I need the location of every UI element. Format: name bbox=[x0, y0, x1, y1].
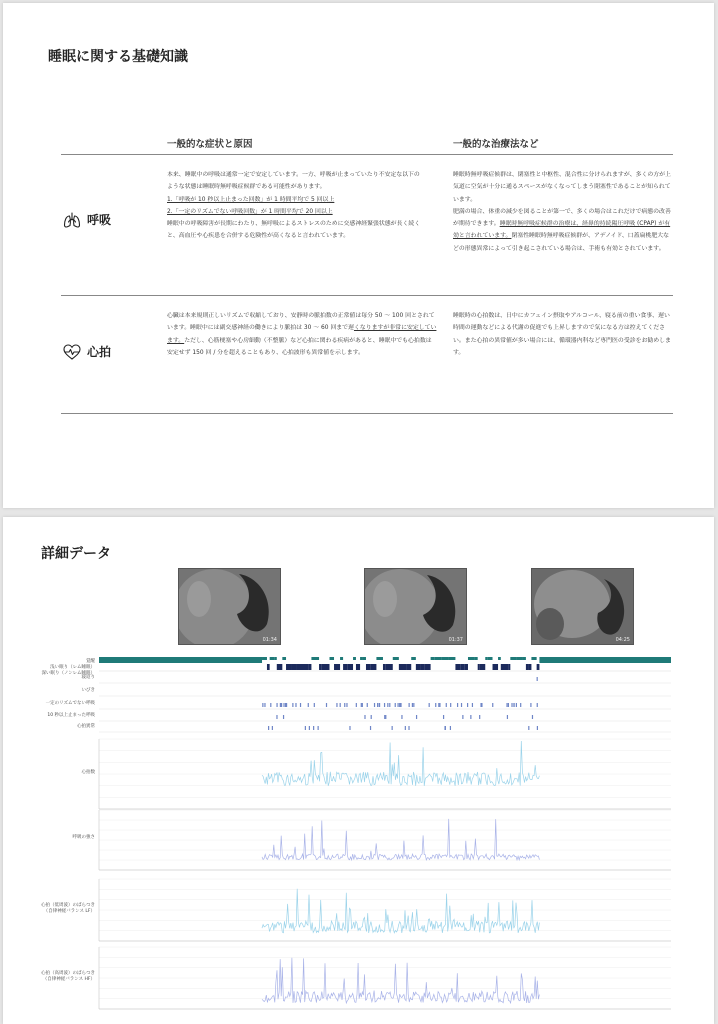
sleep-stage-segment bbox=[311, 657, 319, 660]
paragraph: 睡眠時の心拍数は、日中にカフェイン摂取やアルコール、寝る前の重い食事、遅い時間の運動などによる代謝の促進でも上昇しますので気になる方は控えてください。また心拍の異常値が多い場合には、循環器内科など専門医の受診をお勧めします。 bbox=[453, 313, 671, 356]
event-mark bbox=[356, 703, 357, 707]
timestamp: 04:25 bbox=[615, 637, 630, 643]
event-mark bbox=[385, 715, 386, 719]
track-label-turn: 寝返り bbox=[81, 675, 95, 680]
label-line: 深い眠り（ノンレム睡眠） bbox=[41, 671, 95, 676]
event-mark bbox=[450, 703, 451, 707]
event-mark bbox=[384, 715, 385, 719]
row-label-text: 呼吸 bbox=[87, 213, 112, 227]
sleep-stage-segment bbox=[270, 657, 275, 660]
track-label-hr-abnormal: 心拍異常 bbox=[77, 724, 95, 729]
event-mark bbox=[326, 703, 327, 707]
sleep-stage-segment bbox=[356, 664, 360, 670]
sleep-stage-segment bbox=[517, 657, 523, 660]
event-mark bbox=[472, 703, 473, 707]
sleep-stage-segment bbox=[366, 664, 371, 670]
sleep-stage-segment bbox=[322, 664, 330, 670]
event-mark bbox=[443, 715, 444, 719]
criteria-item: 2.「一定のリズムでない呼吸回数」が 1 時間平均で 20 回以上 bbox=[167, 208, 333, 215]
paragraph: 本来、睡眠中の呼吸は通常一定で安定しています。一方、呼吸が止まっていたり不安定な以下のような状態は睡眠時無呼吸症候群である可能性があります。 bbox=[167, 172, 420, 191]
column-header-treatment: 一般的な治療法など bbox=[453, 139, 539, 150]
event-mark bbox=[392, 726, 393, 730]
sleep-stage-segment bbox=[493, 664, 499, 670]
event-mark bbox=[450, 726, 451, 730]
row-label-heart bbox=[63, 343, 111, 360]
event-mark bbox=[457, 703, 458, 707]
event-mark bbox=[292, 703, 293, 707]
text-span: ただし、心筋梗塞や心房細動（不整脈）など心拍に関わる疾病があると、睡眠中でも心拍数は安定せず 150 回 / 分を超えることもあり、心拍波形も異常値を示します。 bbox=[167, 337, 432, 356]
event-mark bbox=[537, 703, 538, 707]
event-mark bbox=[340, 703, 341, 707]
event-mark bbox=[444, 726, 445, 730]
sleep-stage-segment bbox=[348, 664, 353, 670]
event-mark bbox=[283, 703, 284, 707]
sleep-stage-segment bbox=[308, 664, 311, 670]
event-mark bbox=[446, 703, 447, 707]
sleep-stage-segment bbox=[376, 657, 383, 660]
text-span: 閉塞性睡眠時無呼吸症候群が、アデノイド、口蓋扁桃肥大などの形態異常によって引き起こされている場合は、手術も有効とされています。 bbox=[453, 233, 670, 252]
event-mark bbox=[361, 703, 362, 707]
event-mark bbox=[508, 703, 509, 707]
sleep-stage-segment bbox=[510, 657, 516, 660]
sleep-stage-segment bbox=[282, 657, 286, 660]
row-label-text: 心拍 bbox=[87, 345, 112, 359]
sleep-stage-segment bbox=[488, 657, 493, 660]
sleep-stage-segment bbox=[407, 664, 412, 670]
text-span: くなりますが非常に安定しています。 bbox=[167, 325, 437, 344]
sleep-stage-segment bbox=[485, 657, 488, 660]
lungs-icon bbox=[63, 212, 81, 228]
track-label-irregular-breath: 一定のリズムでない呼吸 bbox=[45, 701, 95, 706]
event-mark bbox=[272, 726, 273, 730]
sleep-stage-segment bbox=[416, 664, 421, 670]
sleep-stage-segment bbox=[319, 664, 322, 670]
event-mark bbox=[276, 703, 277, 707]
label-line: （自律神経バランス HF） bbox=[42, 977, 95, 982]
event-mark bbox=[264, 703, 265, 707]
breathing-symptoms bbox=[167, 169, 422, 243]
sleep-stage-segment bbox=[537, 664, 540, 670]
label-line: 覚醒 bbox=[86, 659, 95, 664]
sleep-stage-segment bbox=[480, 664, 486, 670]
sleep-stage-segment bbox=[465, 664, 468, 670]
sleep-stage-segment bbox=[286, 664, 292, 670]
event-mark bbox=[270, 703, 271, 707]
event-mark bbox=[309, 726, 310, 730]
heart-symptoms bbox=[167, 310, 437, 359]
event-mark bbox=[362, 703, 363, 707]
event-mark bbox=[387, 703, 388, 707]
sleep-stage-segment bbox=[529, 664, 531, 670]
event-mark bbox=[370, 726, 371, 730]
sleep-stage-segment bbox=[461, 664, 465, 670]
label-line: 心拍（低周波）のばらつき bbox=[41, 903, 95, 908]
label-line: （自律神経バランス LF） bbox=[43, 909, 95, 914]
data-line bbox=[262, 741, 539, 786]
event-mark bbox=[537, 726, 538, 730]
event-mark bbox=[349, 726, 350, 730]
text-span: 肥満の場合、体重の減少を図ることが第一で、多くの場合はこれだけで病態の改善が期待できます。 bbox=[453, 208, 671, 228]
sleep-stage-segment bbox=[371, 664, 377, 670]
divider bbox=[61, 413, 673, 414]
event-mark bbox=[314, 703, 315, 707]
divider bbox=[61, 295, 673, 296]
track-label-snore: いびき bbox=[81, 688, 95, 693]
sleep-stage-segment bbox=[343, 664, 348, 670]
sleep-stage-segment bbox=[449, 657, 455, 660]
label-line: 浅い眠り（レム睡眠） bbox=[50, 665, 95, 670]
sleep-stage-segment bbox=[539, 657, 671, 663]
sleep-stage-segment bbox=[411, 657, 416, 660]
event-mark bbox=[537, 677, 538, 681]
page-title: 睡眠に関する基礎知識 bbox=[48, 49, 188, 65]
chart-label-breath-depth: 呼吸の強さ bbox=[72, 835, 95, 840]
sleep-stage-segment bbox=[531, 657, 536, 660]
event-mark bbox=[439, 703, 440, 707]
sleep-stage-segment bbox=[501, 664, 508, 670]
sleep-stage-segment bbox=[386, 664, 391, 670]
sleep-stage-segment bbox=[526, 664, 529, 670]
event-mark bbox=[308, 703, 309, 707]
event-mark bbox=[384, 703, 385, 707]
event-mark bbox=[367, 703, 368, 707]
event-mark bbox=[397, 703, 398, 707]
event-mark bbox=[346, 703, 347, 707]
timestamp: 01:34 bbox=[262, 637, 277, 643]
data-line bbox=[262, 958, 539, 1003]
event-mark bbox=[462, 715, 463, 719]
sleep-stage-segment bbox=[340, 657, 343, 660]
detail-data-page bbox=[3, 517, 714, 1024]
event-mark bbox=[285, 703, 286, 707]
event-mark bbox=[479, 715, 480, 719]
event-mark bbox=[511, 703, 512, 707]
sleep-stage-segment bbox=[297, 664, 303, 670]
sleep-stage-segment bbox=[353, 657, 356, 660]
page-title: 詳細データ bbox=[41, 546, 111, 562]
event-mark bbox=[530, 703, 531, 707]
sleep-stage-segment bbox=[498, 657, 501, 660]
sleep-stage-segment bbox=[399, 664, 407, 670]
event-mark bbox=[300, 703, 301, 707]
sleep-stage-segment bbox=[431, 657, 435, 660]
sleep-stage-segment bbox=[383, 664, 386, 670]
event-mark bbox=[409, 703, 410, 707]
event-mark bbox=[389, 703, 390, 707]
row-label-breathing bbox=[63, 211, 111, 228]
sleep-data-charts bbox=[3, 517, 714, 1024]
knowledge-page bbox=[3, 3, 714, 508]
timestamp: 01:37 bbox=[448, 637, 463, 643]
event-mark bbox=[408, 726, 409, 730]
heart-treatment bbox=[453, 310, 673, 359]
divider bbox=[61, 154, 673, 155]
sleep-stage-segment bbox=[360, 657, 362, 660]
event-mark bbox=[318, 726, 319, 730]
event-mark bbox=[377, 703, 378, 707]
event-mark bbox=[281, 703, 282, 707]
sleep-stage-segment bbox=[292, 664, 297, 670]
event-mark bbox=[336, 703, 337, 707]
event-mark bbox=[379, 703, 380, 707]
sleep-stage-segment bbox=[363, 657, 366, 660]
sleep-stage-segment bbox=[424, 664, 430, 670]
sleep-stage-segment bbox=[441, 657, 449, 660]
sleep-stage-segment bbox=[421, 664, 425, 670]
event-mark bbox=[412, 703, 413, 707]
event-mark bbox=[429, 703, 430, 707]
event-mark bbox=[268, 726, 269, 730]
paragraph: 睡眠時無呼吸症候群は、閉塞性と中枢性、混合性に分けられますが、多くの方が上気道に空気が十分に通るスペースがなくなってしまう閉塞性であることが知られています。 bbox=[453, 172, 671, 203]
chart-label-heart-rate: 心拍数 bbox=[81, 770, 95, 775]
event-mark bbox=[532, 715, 533, 719]
data-line bbox=[262, 889, 539, 933]
event-mark bbox=[480, 703, 481, 707]
event-mark bbox=[516, 703, 517, 707]
sleep-stage-segment bbox=[267, 664, 270, 670]
data-line bbox=[262, 819, 539, 860]
event-mark bbox=[374, 703, 375, 707]
sleep-stage-segment bbox=[468, 657, 474, 660]
text-span: 睡眠時無呼吸症候群の治療は、経鼻的持続陽圧呼吸 (CPAP) が有効と言われています。 bbox=[453, 221, 671, 240]
sleep-stage-segment bbox=[455, 664, 460, 670]
event-mark bbox=[364, 715, 365, 719]
event-mark bbox=[280, 703, 281, 707]
event-mark bbox=[467, 703, 468, 707]
event-mark bbox=[520, 703, 521, 707]
event-mark bbox=[395, 703, 396, 707]
label-line: 心拍（高周波）のばらつき bbox=[41, 971, 95, 976]
paragraph: 睡眠中の呼吸障害が長期にわたり、無呼吸によるストレスのために交感神経緊張状態が長く続くと、高血圧や心疾患を合併する危険性が高くなると言われています。 bbox=[167, 221, 421, 240]
event-mark bbox=[262, 703, 263, 707]
event-mark bbox=[435, 703, 436, 707]
sleep-stage-segment bbox=[508, 664, 510, 670]
sleep-stage-segment bbox=[393, 657, 399, 660]
event-mark bbox=[344, 703, 345, 707]
event-mark bbox=[283, 715, 284, 719]
sleep-stage-segment bbox=[434, 657, 441, 660]
sleep-stage-segment bbox=[262, 657, 267, 660]
sleep-stage-segment bbox=[523, 657, 526, 660]
event-mark bbox=[513, 703, 514, 707]
sleep-stage-segment bbox=[390, 664, 392, 670]
event-mark bbox=[405, 726, 406, 730]
sleep-stage-segment bbox=[334, 664, 340, 670]
criteria-item: 1.「呼吸が 10 秒以上止まった回数」が 1 時間平均で 5 回以上 bbox=[167, 196, 335, 203]
sleep-stage-segment bbox=[330, 657, 335, 660]
event-mark bbox=[506, 703, 507, 707]
heart-pulse-icon bbox=[63, 344, 81, 360]
event-mark bbox=[400, 703, 401, 707]
sleep-stage-segment bbox=[277, 664, 283, 670]
sleep-stage-segment bbox=[274, 657, 276, 660]
event-mark bbox=[401, 715, 402, 719]
event-mark bbox=[470, 715, 471, 719]
event-mark bbox=[305, 726, 306, 730]
text-span: 心臓は本来規則正しいリズムで収縮しており、安静時の脈拍数の正常値は毎分 50 〜 100 回とされています。睡眠中には副交感神経の働きにより脈拍は 30 〜 60 回まで遅 bbox=[167, 313, 435, 332]
event-mark bbox=[371, 715, 372, 719]
event-mark bbox=[461, 703, 462, 707]
sleep-stage-segment bbox=[478, 664, 480, 670]
event-mark bbox=[413, 703, 414, 707]
event-mark bbox=[313, 726, 314, 730]
event-mark bbox=[438, 703, 439, 707]
column-header-symptoms: 一般的な症状と原因 bbox=[167, 139, 253, 150]
sleep-stage-segment bbox=[303, 664, 308, 670]
event-mark bbox=[276, 715, 277, 719]
sleep-stage-segment bbox=[474, 657, 478, 660]
event-mark bbox=[507, 715, 508, 719]
event-mark bbox=[528, 726, 529, 730]
event-mark bbox=[416, 715, 417, 719]
track-label-apnea: 10 秒以上止まった呼吸 bbox=[47, 713, 95, 718]
sleep-stage-segment bbox=[99, 657, 262, 663]
event-mark bbox=[492, 703, 493, 707]
breathing-treatment bbox=[453, 169, 673, 255]
event-mark bbox=[295, 703, 296, 707]
